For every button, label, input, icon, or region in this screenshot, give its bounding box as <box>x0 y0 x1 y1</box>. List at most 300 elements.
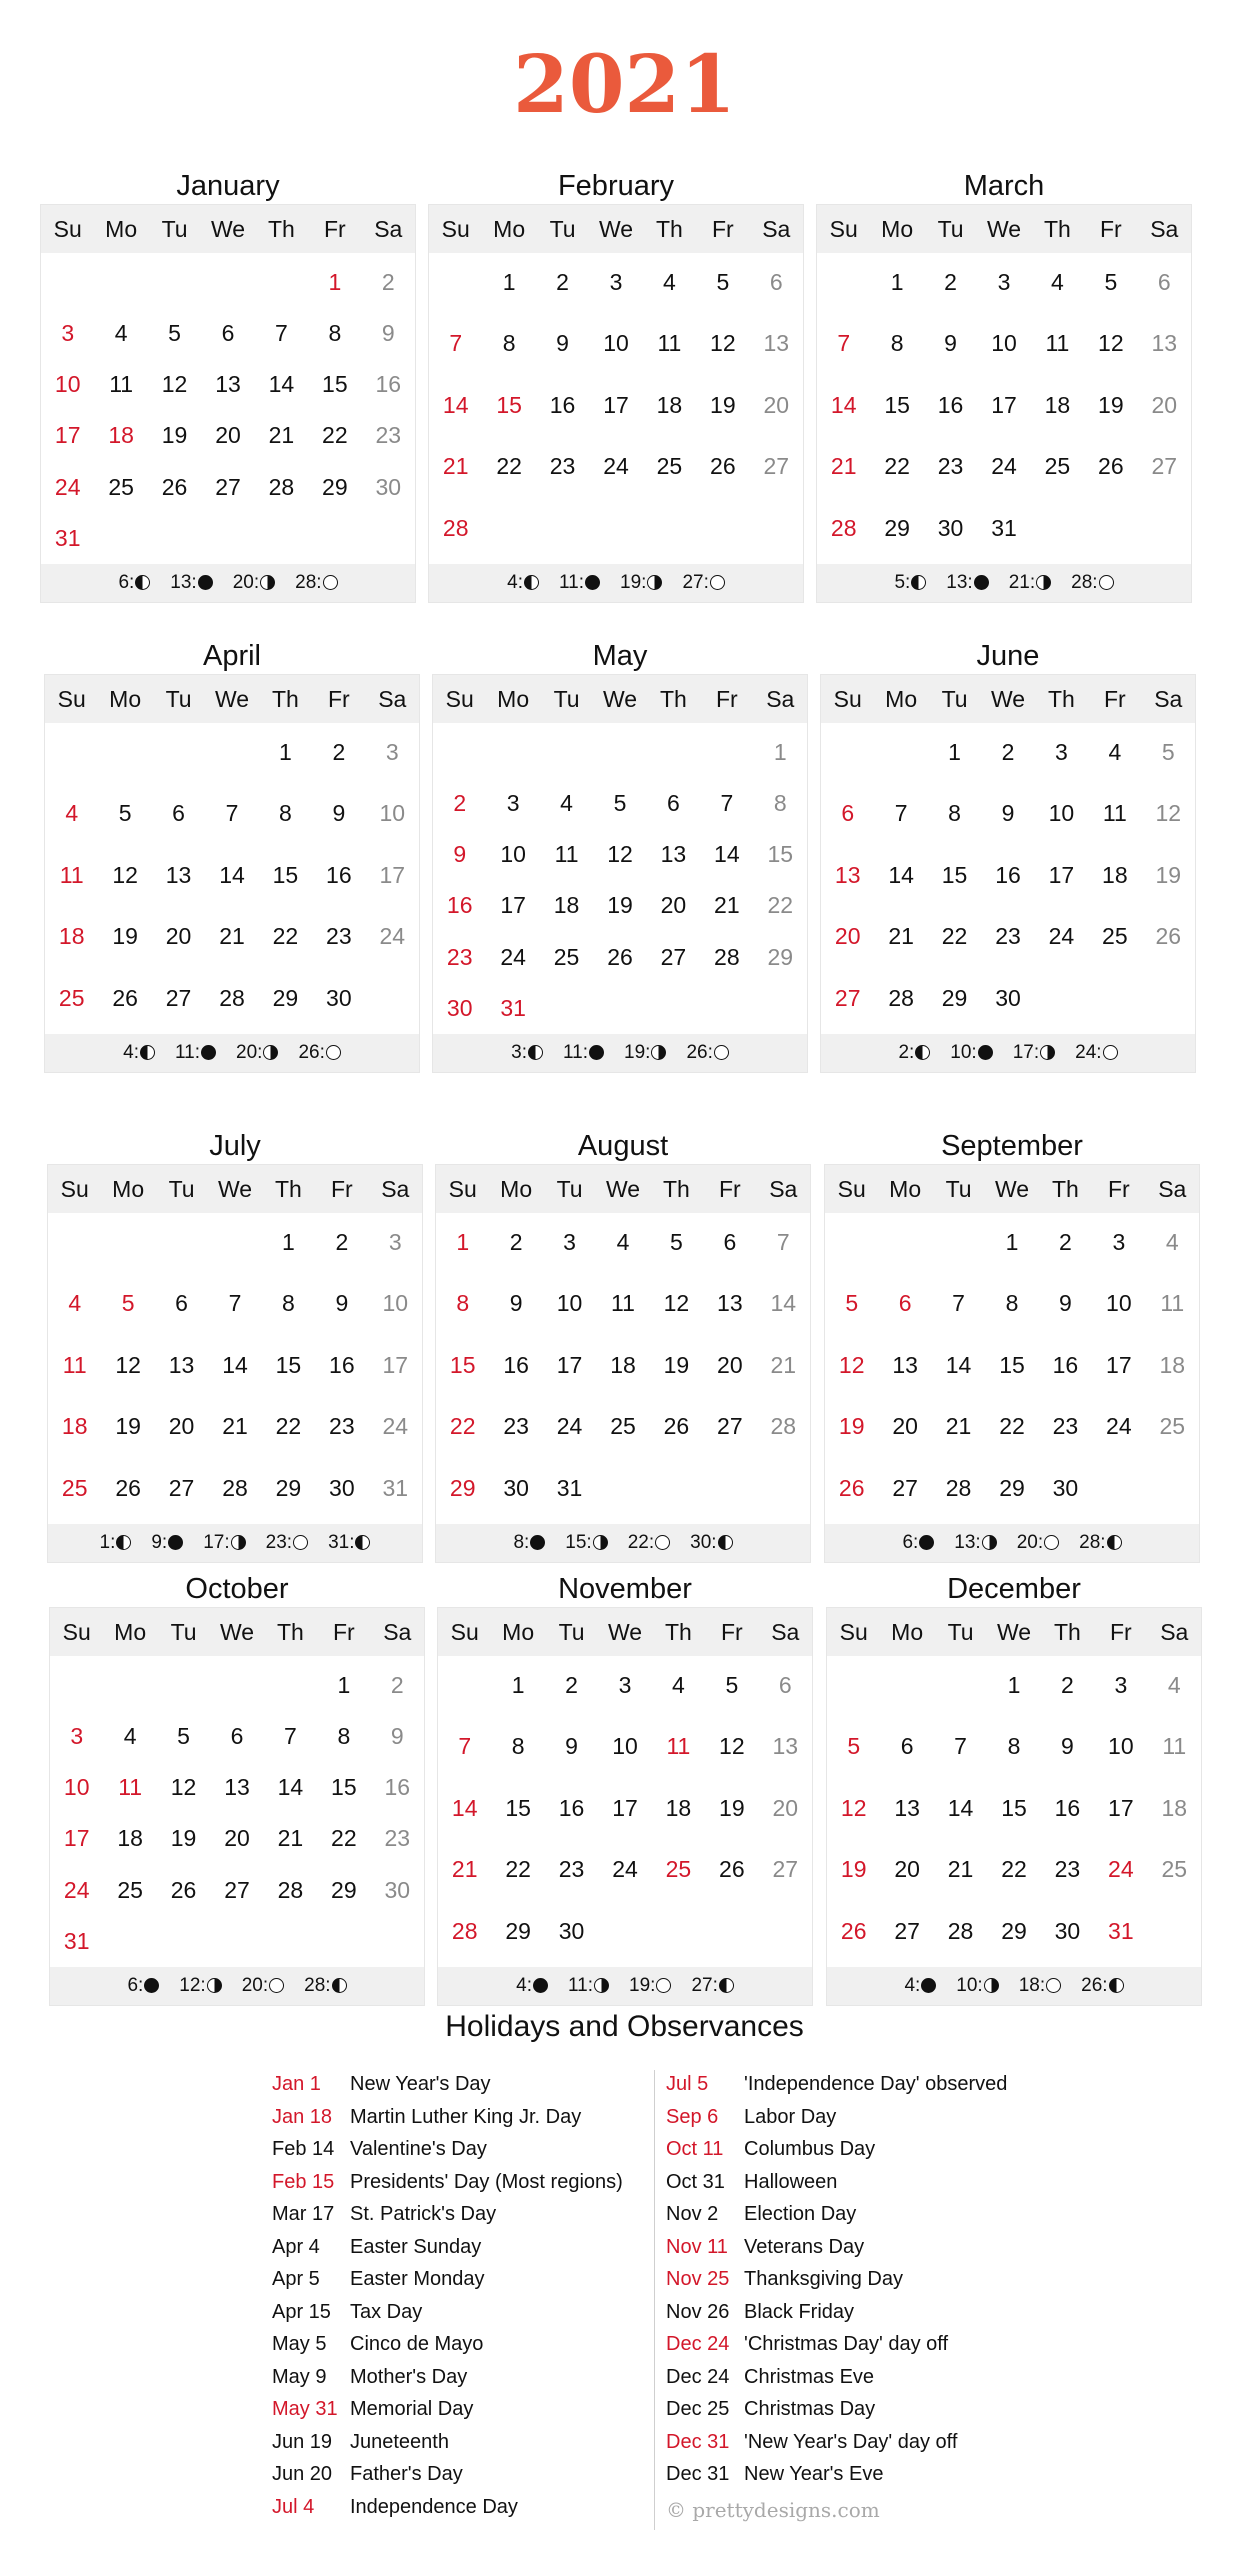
day-cell: 16 <box>1054 1794 1081 1821</box>
day-cell: 13 <box>215 371 241 398</box>
month-title: December <box>947 1573 1081 1605</box>
day-cell: 23 <box>384 1825 411 1852</box>
moon-phase-day: 4: <box>516 1975 532 1996</box>
day-cell: 13 <box>224 1774 250 1801</box>
weekday-label: Fr <box>327 686 350 712</box>
day-cell: 10 <box>991 330 1017 357</box>
empty-cell <box>878 1217 931 1268</box>
day-cell: 2 <box>1001 739 1015 765</box>
moon-phase <box>1075 1042 1117 1063</box>
day-cell: 8 <box>773 790 787 817</box>
weekday-label: Fr <box>715 686 738 712</box>
day-cell: 18 <box>108 422 134 449</box>
holiday-row <box>272 2458 623 2491</box>
day-cell: 27 <box>834 984 861 1011</box>
day-cell: 25 <box>656 453 683 480</box>
day-cell: 27 <box>660 943 687 970</box>
day-cell: 18 <box>1159 1351 1186 1378</box>
holiday-row <box>666 2328 1007 2361</box>
day-cell: 20 <box>763 391 790 418</box>
month-box <box>824 1164 1200 1563</box>
day-cell: 1 <box>1007 1672 1021 1698</box>
day-cell: 10 <box>612 1733 638 1760</box>
day-cell: 2 <box>332 739 346 765</box>
day-cell: 17 <box>63 1825 90 1852</box>
day-cell: 14 <box>442 391 469 418</box>
holiday-date: May 5 <box>272 2333 327 2355</box>
holiday-row <box>272 2166 623 2199</box>
day-cell: 2 <box>509 1229 523 1255</box>
day-cell: 19 <box>1155 861 1182 888</box>
weekday-label: Th <box>660 686 687 712</box>
day-cell: 24 <box>1108 1856 1134 1883</box>
weekday-header <box>825 1165 1199 1213</box>
day-cell: 16 <box>1052 1351 1079 1378</box>
day-grid <box>429 253 803 564</box>
holiday-date: Sep 6 <box>666 2105 719 2128</box>
day-cell: 2 <box>381 269 395 295</box>
day-cell: 29 <box>941 984 968 1011</box>
credit-text: © prettydesigns.com <box>666 2498 880 2522</box>
new-moon-icon <box>974 575 989 590</box>
holiday-row <box>666 2166 1007 2199</box>
month-april <box>44 634 420 1073</box>
holiday-date: Jul 5 <box>666 2073 709 2095</box>
empty-cell <box>1088 973 1141 1024</box>
day-cell: 22 <box>999 1413 1025 1440</box>
moon-phase-day: 3: <box>511 1042 527 1063</box>
weekday-label: Su <box>837 1176 866 1202</box>
day-cell: 11 <box>657 330 682 357</box>
day-cell: 10 <box>603 330 629 357</box>
moon-phase <box>563 1042 604 1063</box>
day-cell: 22 <box>941 923 968 950</box>
day-cell: 11 <box>1162 1733 1187 1760</box>
moon-phase <box>233 572 275 593</box>
moon-phase-day: 26: <box>298 1042 325 1063</box>
moon-phase-day: 23: <box>265 1532 293 1553</box>
day-cell: 21 <box>451 1856 478 1883</box>
moon-phase-day: 13: <box>170 572 197 593</box>
day-cell: 3 <box>506 790 520 817</box>
moon-phase-day: 20: <box>232 572 260 593</box>
moon-phase-day: 11: <box>559 572 585 593</box>
moon-phase <box>298 1042 340 1063</box>
day-cell: 29 <box>331 1876 357 1903</box>
day-cell: 20 <box>834 923 861 950</box>
weekday-label: Tu <box>168 1176 195 1202</box>
holiday-name: New Year's Eve <box>744 2463 884 2485</box>
day-cell: 10 <box>379 800 406 827</box>
day-cell: 29 <box>884 514 910 541</box>
day-cell: 31 <box>382 1474 409 1501</box>
day-cell: 3 <box>70 1723 84 1750</box>
holiday-row <box>666 2231 1007 2264</box>
day-cell: 16 <box>995 861 1021 888</box>
full-moon-icon <box>293 1535 308 1550</box>
day-cell: 10 <box>382 1290 409 1317</box>
day-cell: 28 <box>947 1917 974 1944</box>
day-cell: 7 <box>894 800 908 827</box>
moon-phase-day: 19: <box>629 1975 656 1996</box>
moon-phase <box>295 572 337 593</box>
moon-phase-day: 27: <box>682 572 709 593</box>
moon-phase <box>511 1042 543 1063</box>
holiday-date: Nov 11 <box>666 2235 728 2258</box>
moon-phase <box>624 1042 666 1063</box>
month-title: April <box>202 640 261 672</box>
empty-cell <box>362 513 415 564</box>
day-cell: 14 <box>219 861 245 888</box>
moon-phase-day: 13: <box>954 1532 981 1553</box>
day-cell: 5 <box>121 1290 135 1317</box>
day-cell: 9 <box>1061 1733 1074 1760</box>
moon-phase <box>1013 1042 1055 1063</box>
new-moon-icon <box>530 1535 545 1550</box>
weekday-label: Fr <box>718 1176 741 1202</box>
empty-cell <box>264 1916 317 1967</box>
day-cell: 12 <box>710 330 736 357</box>
day-cell: 9 <box>381 320 395 347</box>
day-cell: 24 <box>379 923 406 950</box>
empty-cell <box>1031 503 1084 554</box>
holiday-row <box>272 2231 623 2264</box>
holiday-name: Easter Monday <box>350 2268 485 2290</box>
year-title: 2021 <box>513 37 736 131</box>
day-cell: 5 <box>1161 739 1175 765</box>
empty-cell <box>536 503 589 554</box>
day-cell: 18 <box>665 1794 692 1821</box>
moon-phases <box>41 564 415 602</box>
day-cell: 4 <box>68 1290 82 1317</box>
moon-phase-day: 1: <box>99 1532 116 1553</box>
day-cell: 15 <box>322 371 348 398</box>
day-cell: 14 <box>277 1774 304 1801</box>
day-cell: 31 <box>54 524 81 551</box>
day-cell: 2 <box>1061 1672 1074 1698</box>
holiday-date: Jul 4 <box>272 2495 315 2518</box>
new-moon-icon <box>198 575 213 590</box>
day-cell: 23 <box>375 422 402 449</box>
empty-cell <box>1148 1906 1201 1957</box>
empty-cell <box>540 983 593 1034</box>
day-cell: 31 <box>63 1927 90 1954</box>
day-cell: 26 <box>840 1917 867 1944</box>
empty-cell <box>148 257 201 308</box>
weekday-label: Th <box>665 1619 692 1645</box>
day-cell: 1 <box>328 269 342 295</box>
empty-cell <box>1084 503 1137 554</box>
holiday-name: Cinco de Mayo <box>350 2333 484 2355</box>
moon-phase-day: 19: <box>624 1042 651 1063</box>
day-cell: 12 <box>663 1290 690 1317</box>
day-cell: 28 <box>442 514 469 541</box>
first-quarter-icon <box>1040 1045 1055 1060</box>
moon-phase <box>175 1042 216 1063</box>
moon-phases <box>438 1967 812 2005</box>
moon-phase <box>118 572 150 593</box>
day-cell: 26 <box>607 943 633 970</box>
holiday-row <box>666 2133 1007 2166</box>
day-cell: 29 <box>272 984 299 1011</box>
moon-phase-day: 10: <box>956 1975 983 1996</box>
day-cell: 27 <box>224 1876 250 1903</box>
day-cell: 3 <box>388 1229 402 1255</box>
day-cell: 16 <box>375 371 402 398</box>
day-cell: 2 <box>944 269 957 295</box>
empty-cell <box>155 1217 208 1268</box>
holiday-row <box>272 2328 623 2361</box>
holiday-name: Easter Sunday <box>350 2235 482 2258</box>
day-cell: 22 <box>331 1825 357 1852</box>
day-cell: 19 <box>710 391 736 418</box>
moon-phase <box>170 572 212 593</box>
day-cell: 31 <box>991 514 1017 541</box>
moon-phase <box>516 1975 548 1996</box>
day-cell: 23 <box>558 1856 585 1883</box>
empty-cell <box>94 513 147 564</box>
weekday-label: Th <box>277 1619 304 1645</box>
day-cell: 7 <box>275 320 288 347</box>
day-cell: 25 <box>117 1876 143 1903</box>
new-moon-icon <box>144 1978 159 1993</box>
day-cell: 14 <box>268 371 295 398</box>
moon-phase-day: 12: <box>179 1975 206 1996</box>
empty-cell <box>255 257 308 308</box>
holiday-name: 'New Year's Day' day off <box>744 2430 958 2453</box>
moon-phase-day: 5: <box>894 572 911 593</box>
day-cell: 25 <box>1161 1856 1188 1883</box>
day-cell: 25 <box>1102 923 1128 950</box>
third-quarter-icon <box>528 1045 543 1060</box>
day-cell: 4 <box>616 1229 630 1255</box>
holiday-row <box>272 2198 623 2231</box>
third-quarter-icon <box>140 1045 155 1060</box>
day-cell: 16 <box>503 1351 529 1378</box>
empty-cell <box>103 1916 156 1967</box>
day-cell: 20 <box>892 1413 918 1440</box>
day-cell: 23 <box>995 923 1021 950</box>
empty-cell <box>589 503 642 554</box>
holiday-name: Presidents' Day (Most regions) <box>350 2170 623 2193</box>
day-cell: 20 <box>660 892 687 919</box>
empty-cell <box>593 727 646 778</box>
day-cell: 9 <box>1001 800 1015 827</box>
holiday-date: Apr 15 <box>272 2300 331 2323</box>
month-august <box>435 1124 811 1563</box>
empty-cell <box>750 503 803 554</box>
empty-cell <box>821 727 874 778</box>
day-cell: 19 <box>840 1856 867 1883</box>
weekday-label: Sa <box>762 216 791 242</box>
day-cell: 24 <box>500 943 526 970</box>
day-cell: 17 <box>54 422 81 449</box>
day-cell: 25 <box>108 473 134 500</box>
day-cell: 21 <box>277 1825 304 1852</box>
month-may <box>432 634 808 1073</box>
day-cell: 8 <box>282 1290 295 1317</box>
holiday-row <box>666 2361 1007 2394</box>
day-cell: 11 <box>1160 1290 1185 1317</box>
day-cell: 15 <box>999 1351 1025 1378</box>
weekday-label: Fr <box>330 1176 353 1202</box>
day-grid <box>41 253 415 564</box>
day-cell: 26 <box>710 453 736 480</box>
day-cell: 3 <box>1112 1229 1126 1255</box>
month-june <box>820 634 1196 1073</box>
moon-phase <box>123 1042 155 1063</box>
day-cell: 31 <box>1108 1917 1134 1944</box>
holiday-row <box>272 2361 623 2394</box>
weekday-header <box>41 205 415 253</box>
holiday-row <box>272 2491 623 2524</box>
holiday-row <box>272 2133 623 2166</box>
day-cell: 30 <box>995 984 1021 1011</box>
day-cell: 12 <box>115 1351 141 1378</box>
weekday-label: Tu <box>558 1619 585 1645</box>
weekday-label: Tu <box>553 686 580 712</box>
weekday-label: Mo <box>497 686 530 712</box>
day-cell: 21 <box>442 453 469 480</box>
moon-phase-day: 15: <box>565 1532 592 1553</box>
day-cell: 20 <box>168 1413 195 1440</box>
month-title: February <box>557 170 675 202</box>
day-cell: 19 <box>1098 391 1124 418</box>
day-cell: 5 <box>613 790 627 817</box>
day-cell: 28 <box>268 473 295 500</box>
day-cell: 23 <box>1052 1413 1079 1440</box>
holiday-date: Apr 5 <box>272 2268 320 2290</box>
weekday-label: Su <box>839 1619 868 1645</box>
moon-phase <box>1019 1975 1061 1996</box>
first-quarter-icon <box>1036 575 1051 590</box>
holiday-row <box>666 2393 1007 2426</box>
day-cell: 11 <box>611 1290 635 1317</box>
moon-phase-day: 6: <box>118 572 135 593</box>
empty-cell <box>1142 973 1195 1024</box>
holiday-name: 'Independence Day' observed <box>744 2073 1008 2095</box>
weekday-label: Fr <box>323 216 346 242</box>
day-cell: 17 <box>1108 1794 1134 1821</box>
day-cell: 3 <box>563 1229 576 1255</box>
weekday-label: Fr <box>711 216 734 242</box>
day-cell: 30 <box>503 1474 529 1501</box>
weekday-label: Th <box>275 1176 302 1202</box>
holiday-row <box>272 2296 623 2329</box>
holiday-date: Jan 18 <box>272 2105 333 2128</box>
holiday-name: St. Patrick's Day <box>350 2203 497 2225</box>
full-moon-icon <box>714 1045 729 1060</box>
holiday-date: Nov 2 <box>666 2203 719 2225</box>
moon-phase <box>568 1975 609 1996</box>
weekday-header <box>821 675 1195 723</box>
holiday-date: Dec 24 <box>666 2333 730 2355</box>
moon-phase <box>242 1975 284 1996</box>
weekday-label: We <box>210 216 246 242</box>
month-title: March <box>963 170 1045 202</box>
day-cell: 6 <box>769 269 783 295</box>
month-box <box>820 674 1196 1073</box>
day-cell: 1 <box>279 739 292 765</box>
moon-phase-day: 21: <box>1008 572 1036 593</box>
day-cell: 16 <box>558 1794 585 1821</box>
empty-cell <box>41 257 94 308</box>
day-cell: 1 <box>773 739 787 765</box>
empty-cell <box>48 1217 101 1268</box>
holiday-name: Mother's Day <box>350 2365 468 2388</box>
holiday-date: Jun 20 <box>272 2463 333 2485</box>
day-cell: 5 <box>670 1229 683 1255</box>
empty-cell <box>703 1463 756 1514</box>
empty-cell <box>205 727 258 778</box>
day-cell: 7 <box>952 1290 965 1317</box>
month-march <box>816 164 1192 603</box>
day-cell: 9 <box>335 1290 349 1317</box>
empty-cell <box>934 1660 987 1711</box>
weekday-label: Su <box>833 686 862 712</box>
moon-phase <box>100 1532 132 1553</box>
day-cell: 14 <box>945 1351 972 1378</box>
empty-cell <box>482 503 535 554</box>
day-cell: 15 <box>884 391 910 418</box>
holiday-date: Apr 4 <box>272 2235 320 2258</box>
weekday-header <box>817 205 1191 253</box>
holiday-name: Veterans Day <box>744 2235 865 2258</box>
day-cell: 26 <box>1155 923 1182 950</box>
day-cell: 25 <box>1044 453 1071 480</box>
holiday-row <box>272 2068 623 2101</box>
holiday-name: Memorial Day <box>350 2398 474 2420</box>
month-title: July <box>209 1130 261 1162</box>
weekday-header <box>438 1608 812 1656</box>
day-cell: 17 <box>500 892 526 919</box>
moon-phases <box>48 1524 422 1562</box>
holiday-name: 'Christmas Day' day off <box>744 2333 949 2355</box>
full-moon-icon <box>1046 1978 1061 1993</box>
holiday-date: Nov 26 <box>666 2300 730 2323</box>
holidays-title: Holidays and Observances <box>445 2010 804 2043</box>
day-cell: 4 <box>663 269 676 295</box>
day-grid <box>436 1213 810 1524</box>
weekday-label: Sa <box>381 1176 410 1202</box>
day-cell: 22 <box>767 892 794 919</box>
moon-phase <box>904 1975 936 1996</box>
third-quarter-icon <box>719 1978 734 1993</box>
weekday-label: Tu <box>945 1176 972 1202</box>
day-cell: 5 <box>168 320 181 347</box>
day-cell: 19 <box>838 1413 865 1440</box>
weekday-label: Fr <box>1107 1176 1130 1202</box>
day-cell: 27 <box>763 453 790 480</box>
day-cell: 2 <box>556 269 569 295</box>
month-title: November <box>558 1573 692 1605</box>
new-moon-icon <box>978 1045 993 1060</box>
day-grid <box>827 1656 1201 1967</box>
month-january <box>40 164 416 603</box>
day-cell: 10 <box>63 1774 90 1801</box>
weekday-label: Sa <box>766 686 795 712</box>
day-cell: 22 <box>275 1413 302 1440</box>
moon-phase-day: 31: <box>328 1532 355 1553</box>
weekday-label: Mo <box>885 686 918 712</box>
third-quarter-icon <box>332 1978 347 1993</box>
day-cell: 28 <box>714 943 740 970</box>
moon-phase-day: 28: <box>304 1975 331 1996</box>
day-cell: 20 <box>224 1825 250 1852</box>
moon-phase-day: 20: <box>241 1975 269 1996</box>
day-cell: 19 <box>663 1351 690 1378</box>
holiday-row <box>666 2101 1007 2134</box>
